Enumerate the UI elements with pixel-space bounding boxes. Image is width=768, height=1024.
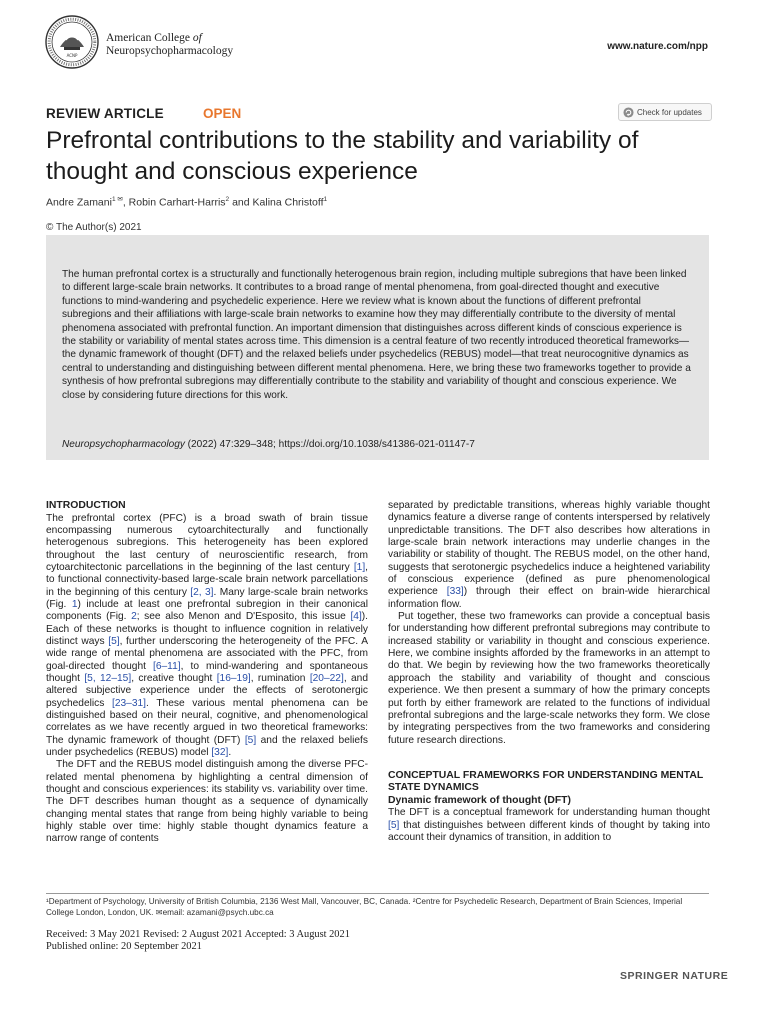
body-text-run: ). Each of these networks is thought to influence cognition in relatively distinct ways [46,611,369,647]
body-paragraph: Put together, these two frameworks can provide a conceptual basis for understanding how different prefrontal subregions may contribute to increased stability or variability in thought and conscious experience. Here, we combine insights afforded by the frameworks in an attempt to do that. We begin by reviewing how the two frameworks theoretically approach the stability and variability of thought and conscious experience. We then present a summary of how the primary concepts put forth by either framework are related to the functions of individual prefrontal subregions and the large-scale networks they form. We close by integrating perspectives from the two frameworks and considering future research directions. [388,611,710,746]
body-paragraph [388,807,710,844]
author-name[interactable]: Kalina Christoff [252,196,324,209]
citation-reference-link[interactable]: [16–19] [216,672,251,684]
affiliations-footnote: ¹Department of Psychology, University of British Columbia, 2136 West Mall, Vancouver, BC, Canada. ²Centre for Psychedelic Research, Department of Brain Sciences, Imperial College London, London, UK. ✉email: azamani@psych.ubc.ca [46,897,683,917]
citation-doi[interactable]: (2022) 47:329–348; https://doi.org/10.1038/s41386-021-01147-7 [184,439,475,450]
article-type-label: REVIEW ARTICLE [46,106,164,121]
section-heading-conceptual-frameworks: CONCEPTUAL FRAMEWORKS FOR UNDERSTANDING MENTAL STATE DYNAMICS [388,769,703,794]
citation-reference-link[interactable]: [1] [353,561,366,573]
citation-journal: Neuropsychopharmacology [62,439,185,450]
body-text-run: and the relaxed beliefs under psychedelics (REBUS) model [46,734,368,759]
citation-reference-link[interactable]: [32] [211,747,229,759]
refresh-icon [623,107,634,118]
publisher-logo: SPRINGER NATURE [620,970,729,982]
author-name[interactable]: Andre Zamani [46,196,112,209]
citation-reference-link[interactable]: [5] [108,635,120,647]
received-dates: Received: 3 May 2021 Revised: 2 August 2021 Accepted: 3 August 2021 [46,929,350,940]
author-affiliation-mark: 1 ✉ [111,196,123,203]
citation-reference-link[interactable]: [23–31] [112,697,146,709]
check-for-updates-button[interactable] [618,103,712,121]
citation-reference-link[interactable]: [5] [244,734,257,746]
published-date: Published online: 20 September 2021 [46,941,202,953]
body-text-run: that distinguishes between different kinds of thought by taking into account their dynamics of transition, in addition to [388,819,710,844]
citation-reference-link[interactable]: [5] [388,819,400,831]
abstract-text: The human prefrontal cortex is a structurally and functionally heterogenous brain region, including multiple subregions that have been linked to different large-scale brain networks. It contributes to a broad range of mental phenomena, from goal-directed thought and executive functions to mind-wandering and psychedelic experience. Here we review what is known about the functions of different prefrontal subregions and their affiliations with large-scale brain networks to examine how they may differentially contribute to the diversity of mental phenomena associated with prefrontal function. An important dimension that distinguishes across different kinds of conscious experience is the stability or variability of mental states across time. This dimension is a central feature of two recently introduced theoretical frameworks—the dynamic framework of thought (DFT) and the relaxed beliefs under psychedelics (REBUS) model—that treat neurocognitive dynamics as central to understanding and distinguishing between different mental phenomena. Here, we bring these two frameworks together to provide a synthesis of how prefrontal subregions may differentially contribute to the stability and variability of thought and conscious experience. We close by considering future directions for this work. [62,269,691,401]
copyright-notice: © The Author(s) 2021 [46,222,142,233]
body-text-run: , creative thought [131,672,217,684]
body-text-run: . [228,747,232,759]
footer-divider [46,893,709,894]
body-paragraph: The DFT and the REBUS model distinguish among the diverse PFC-related mental phenomena by highlighting a central dimension of thought and conscious experiences: its stability vs. variability over time. The DFT describes human thought as a sequence of dynamically changing mental states that range from being highly variable to being highly stable over time: highly stable thought dynamics feature a narrow range of contents [46,759,368,845]
body-text-run: , further underscoring the heterogeneity of the PFC. A wide range of mental phenomena are associated with the PFC, from goal-directed thought [46,635,368,672]
citation-reference-link[interactable]: 1 [71,598,78,610]
subsection-heading-dft: Dynamic framework of thought (DFT) [388,794,571,806]
publication-dates [46,929,350,954]
body-text-run: ; see also Menon and D'Esposito, this issue [136,611,351,623]
author-list: Andre Zamani$^{1 ✉}$, Robin Carhart-Harris$^2$ and Kalina Christoff$^1$ [46,196,328,209]
journal-name: American College of Neuropsychopharmacology [106,32,234,57]
body-text-run: ) through their effect on brain-wide hierarchical information flow. [388,586,710,610]
body-paragraph [388,500,710,611]
body-text-run: The DFT is a conceptual framework for understanding human thought [388,807,710,819]
body-paragraph [46,513,368,760]
body-text-run: , and altered subjective experience under the effects of serotonergic psychedelics [46,672,368,709]
citation-reference-link[interactable]: [33] [446,586,464,598]
body-text-run: , rumination [250,672,310,684]
body-text-run: separated by predictable transitions, whereas highly variable thought dynamics feature a diverse range of contents interspersed by relatively unpredictable transitions. The DFT also describes how alterations in large-scale brain network interactions may underlie changes in the variability or stability of thought. The REBUS model, on the other hand, suggests that serotonergic psychedelics induce a heightened variability of conscious experience (defined as pure phenomenological experience [388,500,710,598]
body-text-run: ) include at least one prefrontal subregion in their canonical components (Fig. [46,598,368,623]
citation-line [62,439,475,450]
author-affiliation-mark: 2 [225,196,230,203]
body-column-left [46,500,368,846]
abstract-box [46,235,709,460]
acnp-seal-logo [44,14,100,70]
section-heading-introduction: INTRODUCTION [46,500,126,511]
citation-reference-link[interactable]: [20–22] [309,672,344,684]
citation-reference-link[interactable]: [2, 3] [190,586,214,598]
citation-reference-link[interactable]: [5, 12–15] [84,672,132,684]
article-title: Prefrontal contributions to the stability and variability of thought and conscious experience [46,127,639,185]
journal-url-link[interactable]: www.nature.com/npp [607,41,708,52]
author-affiliation-mark: 1 [323,196,328,203]
citation-reference-link[interactable]: [6–11] [153,660,181,672]
author-name[interactable]: Robin Carhart-Harris [128,196,226,209]
body-text-run: . These various mental phenomena can be distinguished based on their neural, cognitive, and phenomenological correlates as we have recently argued in two theoretical frameworks: The dynamic framework of thought (DFT) [46,697,368,746]
body-text-run: , to functional connectivity-based large-scale brain network parcellations in the beginning of this century [46,561,368,598]
svg-text:ACNP: ACNP [66,53,78,58]
citation-reference-link[interactable]: [4] [350,611,362,623]
citation-reference-link[interactable]: 2 [131,611,137,623]
body-text-run: The prefrontal cortex (PFC) is a broad swath of brain tissue encompassing numerous cytoarchitecturally and functionally heterogenous subregions. This heterogeneity has been explored throughout the last century of neuroscientific research, from cytoarchitectonic parcellations in the beginning of the last century [46,512,368,573]
body-column-right [388,500,710,844]
check-for-updates-label: Check for updates [637,107,702,117]
body-text-run: , to mind-wandering and spontaneous thought [46,660,368,684]
body-text-run: . Many large-scale brain networks (Fig. [46,586,368,610]
open-access-label: OPEN [203,106,242,121]
